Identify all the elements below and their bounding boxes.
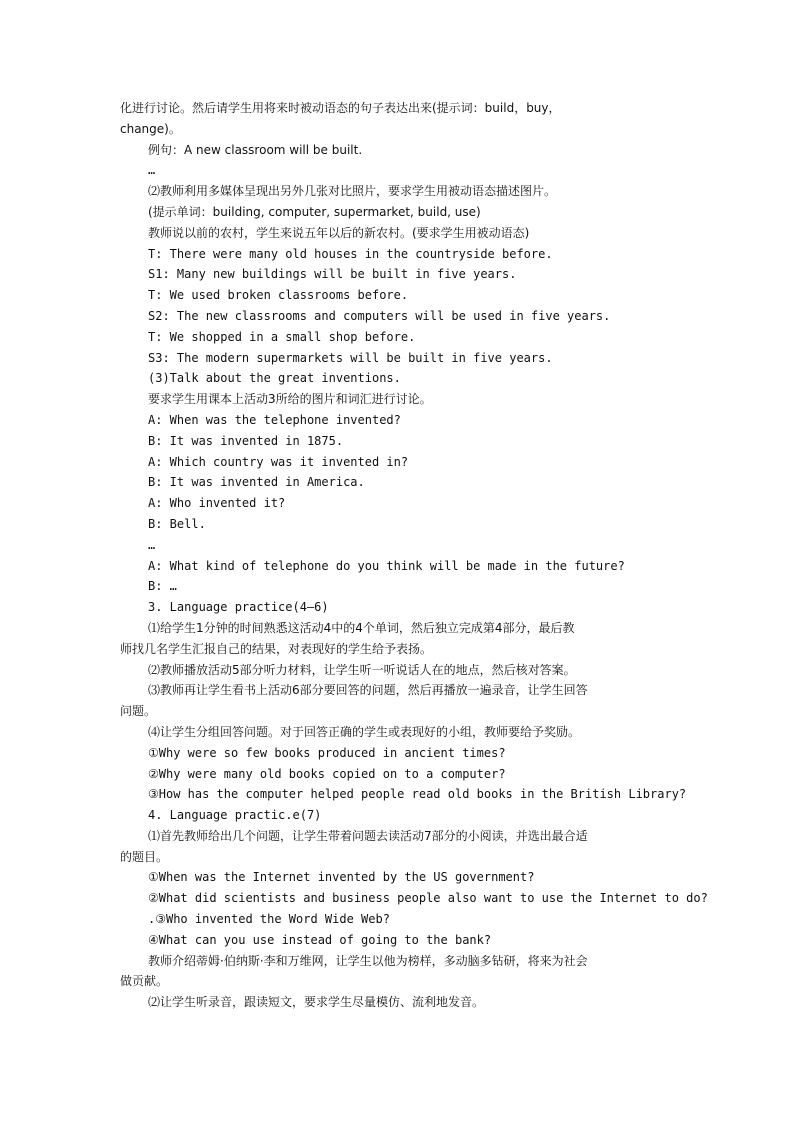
text-line: ⑴首先教师给出几个问题，让学生带着问题去读活动7部分的小阅读，并选出最合适 [148, 828, 588, 843]
document-body [120, 98, 708, 1013]
text-line: S1: Many new buildings will be built in five years. [148, 267, 517, 282]
text-line: … [148, 163, 156, 178]
text-line: 问题。 [120, 704, 157, 719]
text-line: A: What kind of telephone do you think will be made in the future? [148, 558, 625, 573]
text-line: B: … [148, 579, 177, 594]
text-line: B: It was invented in America. [148, 475, 365, 490]
text-line: 教师介绍蒂姆·伯纳斯·李和万维网，让学生以他为榜样，多动脑多钻研，将来为社会 [148, 953, 588, 968]
text-line: B: Bell. [148, 516, 206, 531]
text-line: ④What can you use instead of going to the bank? [148, 932, 492, 947]
text-line: ⑵让学生听录音，跟读短文，要求学生尽量模仿、流利地发音。 [148, 995, 485, 1010]
text-line: 的题目。 [120, 849, 169, 864]
text-line: T: There were many old houses in the countryside before. [148, 246, 553, 261]
text-line: ⑵教师利用多媒体呈现出另外几张对比照片，要求学生用被动语态描述图片。 [148, 184, 557, 199]
text-line: .③Who invented the Word Wide Web? [148, 912, 390, 927]
text-line: 师找几名学生汇报自己的结果，对表现好的学生给予表扬。 [120, 641, 433, 656]
text-line: 化进行讨论。然后请学生用将来时被动语态的句子表达出来(提示词：build，buy， [120, 101, 561, 115]
text-line: ②What did scientists and business people also want to use the Internet to do? [148, 891, 708, 906]
text-line: A: Who invented it? [148, 496, 286, 511]
text-line: 教师说以前的农村，学生来说五年以后的新农村。(要求学生用被动语态) [148, 225, 530, 240]
text-line: 例句：A new classroom will be built. [148, 142, 363, 157]
text-line: ②Why were many old books copied on to a computer? [148, 766, 506, 781]
text-line: A: When was the telephone invented? [148, 412, 401, 427]
text-line: ③How has the computer helped people read old books in the British Library? [148, 787, 687, 802]
text-line: ⑷让学生分组回答问题。对于回答正确的学生或表现好的小组，教师要给予奖励。 [148, 724, 581, 739]
text-line: T: We shopped in a small shop before. [148, 329, 416, 344]
text-line: ⑶教师再让学生看书上活动6部分要回答的问题，然后再播放一遍录音，让学生回答 [148, 683, 588, 698]
text-line: ⑴给学生1分钟的时间熟悉这活动4中的4个单词，然后独立完成第4部分，最后教 [148, 620, 575, 635]
text-line: 4. Language practic.e(7) [148, 808, 322, 823]
text-line: (提示单词：building, computer, supermarket, build, use) [148, 204, 481, 219]
text-line: (3)Talk about the great inventions. [148, 371, 401, 386]
text-line: ①When was the Internet invented by the US government? [148, 870, 535, 885]
text-line: 要求学生用课本上活动3所给的图片和词汇进行讨论。 [148, 392, 432, 407]
text-line: ①Why were so few books produced in ancient times? [148, 745, 506, 760]
text-line: S3: The modern supermarkets will be built in five years. [148, 350, 553, 365]
text-line: ⑵教师播放活动5部分听力材料，让学生听一听说话人在的地点，然后核对答案。 [148, 662, 576, 677]
text-line: T: We used broken classrooms before. [148, 288, 409, 303]
text-line: 3. Language practice(4—6) [148, 600, 329, 615]
text-line: A: Which country was it invented in? [148, 454, 409, 469]
text-line: change)。 [120, 121, 181, 136]
text-line: 做贡献。 [120, 974, 169, 989]
text-line: S2: The new classrooms and computers will be used in five years. [148, 308, 611, 323]
text-line: B: It was invented in 1875. [148, 433, 344, 448]
text-line: … [148, 537, 156, 552]
